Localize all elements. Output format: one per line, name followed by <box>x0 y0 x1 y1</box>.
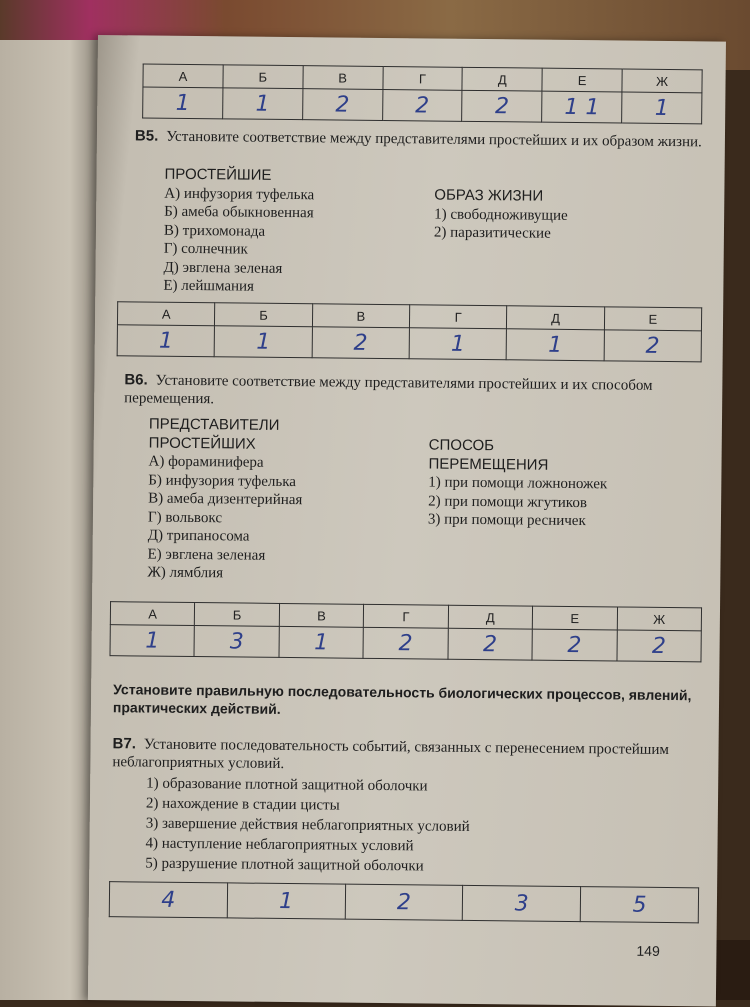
table-header-cell: Б <box>195 603 280 627</box>
list-item: Б) амеба обыкновенная <box>164 203 314 222</box>
column-heading: ПРОСТЕЙШИЕ <box>164 165 272 184</box>
list-item: А) инфузория туфелька <box>164 185 315 203</box>
list-item: Е) эвглена зеленая <box>147 546 266 564</box>
question-number: В6. <box>124 371 148 389</box>
handwritten-answer: 1 <box>622 92 702 124</box>
answer-table-b5 <box>117 301 703 362</box>
list-item: 4) наступление неблагоприятных условий <box>145 835 414 855</box>
handwritten-answer: 5 <box>580 887 698 923</box>
table-header-cell: А <box>110 602 195 626</box>
table-header-cell: Е <box>604 307 702 331</box>
answer-table-previous <box>142 63 703 124</box>
handwritten-answer: 2 <box>604 330 702 362</box>
column-heading: ПРЕДСТАВИТЕЛИ <box>148 415 280 434</box>
section-title: Установите правильную последовательность биологических процессов, явлений, практических действий. <box>112 681 692 717</box>
list-item: 1) образование плотной защитной оболочки <box>146 775 428 795</box>
table-header-cell: А <box>117 302 215 326</box>
table-header-cell: А <box>143 64 223 88</box>
list-item: А) фораминифера <box>148 453 264 471</box>
list-item: 2) нахождение в стадии цисты <box>145 795 340 814</box>
list-item: Д) эвглена зеленая <box>163 259 283 277</box>
table-header-cell: Г <box>382 66 462 90</box>
b6-right-column <box>428 436 699 531</box>
handwritten-answer: 2 <box>382 89 462 121</box>
list-item: 1) при помощи ложноножек <box>428 474 608 493</box>
handwritten-answer: 2 <box>617 630 702 662</box>
list-item: Г) солнечник <box>163 240 248 258</box>
table-header-cell: Ж <box>622 69 702 93</box>
table-header-cell: Г <box>364 604 449 628</box>
handwritten-answer: 1 <box>506 329 604 361</box>
question-number: В5. <box>134 127 159 145</box>
answer-table-b6 <box>109 601 702 662</box>
column-heading: ПЕРЕМЕЩЕНИЯ <box>428 454 549 474</box>
page-number: 149 <box>636 942 660 959</box>
b6-left-column <box>147 416 419 585</box>
list-item: Е) лейшмания <box>163 277 255 295</box>
handwritten-answer: 1 <box>110 625 195 657</box>
handwritten-answer: 1 <box>143 87 223 119</box>
table-header-cell: Д <box>448 605 533 629</box>
b5-left-column <box>163 166 424 298</box>
handwritten-answer: 3 <box>463 885 581 921</box>
table-header-cell: Д <box>462 67 542 91</box>
table-answer-row <box>109 882 698 923</box>
question-b7 <box>112 735 697 777</box>
handwritten-answer: 4 <box>109 882 227 918</box>
table-header-cell: Е <box>532 606 617 630</box>
left-page <box>0 40 100 1000</box>
handwritten-answer: 1 <box>222 88 302 120</box>
list-item: В) амеба дизентерийная <box>148 490 303 509</box>
table-answer-row <box>110 625 701 662</box>
handwritten-answer: 1 <box>117 325 215 357</box>
question-text: Установите последовательность событий, связанных с перенесением простейшим неблагоприятных условий. <box>112 736 670 772</box>
handwritten-answer: 2 <box>302 89 382 121</box>
column-heading: СПОСОБ <box>428 436 495 455</box>
list-item: Д) трипаносома <box>147 527 250 545</box>
b7-list <box>145 774 696 880</box>
question-b5 <box>135 127 705 151</box>
column-heading: ПРОСТЕЙШИХ <box>148 434 256 453</box>
page-content <box>88 35 726 1007</box>
handwritten-answer: 2 <box>448 628 533 660</box>
list-item: 3) при помощи ресничек <box>427 511 586 530</box>
column-heading: ОБРАЗ ЖИЗНИ <box>434 186 544 205</box>
list-item: Ж) лямблия <box>147 564 224 582</box>
list-item: 2) при помощи жгутиков <box>428 492 588 511</box>
question-number: В7. <box>112 735 137 753</box>
list-item: 3) завершение действия неблагоприятных условий <box>145 815 470 835</box>
question-text: Установите соответствие между представителями простейших и их способом перемещения. <box>124 372 653 408</box>
table-header-cell: Ж <box>617 607 702 631</box>
handwritten-answer: 1 1 <box>542 91 622 123</box>
table-answer-row <box>117 325 701 362</box>
table-header-cell: Б <box>215 303 313 327</box>
handwritten-answer: 1 <box>409 328 507 360</box>
list-item: В) трихомонада <box>163 222 266 240</box>
table-header-cell: Б <box>223 65 303 89</box>
handwritten-answer: 2 <box>345 884 463 920</box>
handwritten-answer: 2 <box>462 90 542 122</box>
table-header-cell: В <box>303 66 383 90</box>
table-header-cell: В <box>279 603 364 627</box>
handwritten-answer: 2 <box>312 327 410 359</box>
handwritten-answer: 1 <box>227 883 345 919</box>
book-page <box>88 35 726 1007</box>
list-item: 5) разрушение плотной защитной оболочки <box>145 855 424 875</box>
list-item: Г) вольвокс <box>147 509 223 526</box>
list-item: Б) инфузория туфелька <box>148 472 297 490</box>
handwritten-answer: 1 <box>279 626 364 658</box>
b5-right-column <box>434 187 695 245</box>
handwritten-answer: 3 <box>194 626 279 658</box>
table-header-cell: Е <box>542 68 622 92</box>
handwritten-answer: 2 <box>532 629 617 661</box>
list-item: 2) паразитические <box>433 224 551 242</box>
question-b6 <box>124 371 702 413</box>
handwritten-answer: 1 <box>214 326 312 358</box>
handwritten-answer: 2 <box>363 627 448 659</box>
question-text: Установите соответствие между представителями простейших и их образом жизни. <box>166 128 702 151</box>
table-header-cell: Г <box>409 305 507 329</box>
table-header-cell: В <box>312 304 410 328</box>
table-answer-row <box>143 87 702 124</box>
table-header-cell: Д <box>507 306 605 330</box>
list-item: 1) свободноживущие <box>434 206 568 224</box>
answer-table-b7 <box>109 881 699 923</box>
